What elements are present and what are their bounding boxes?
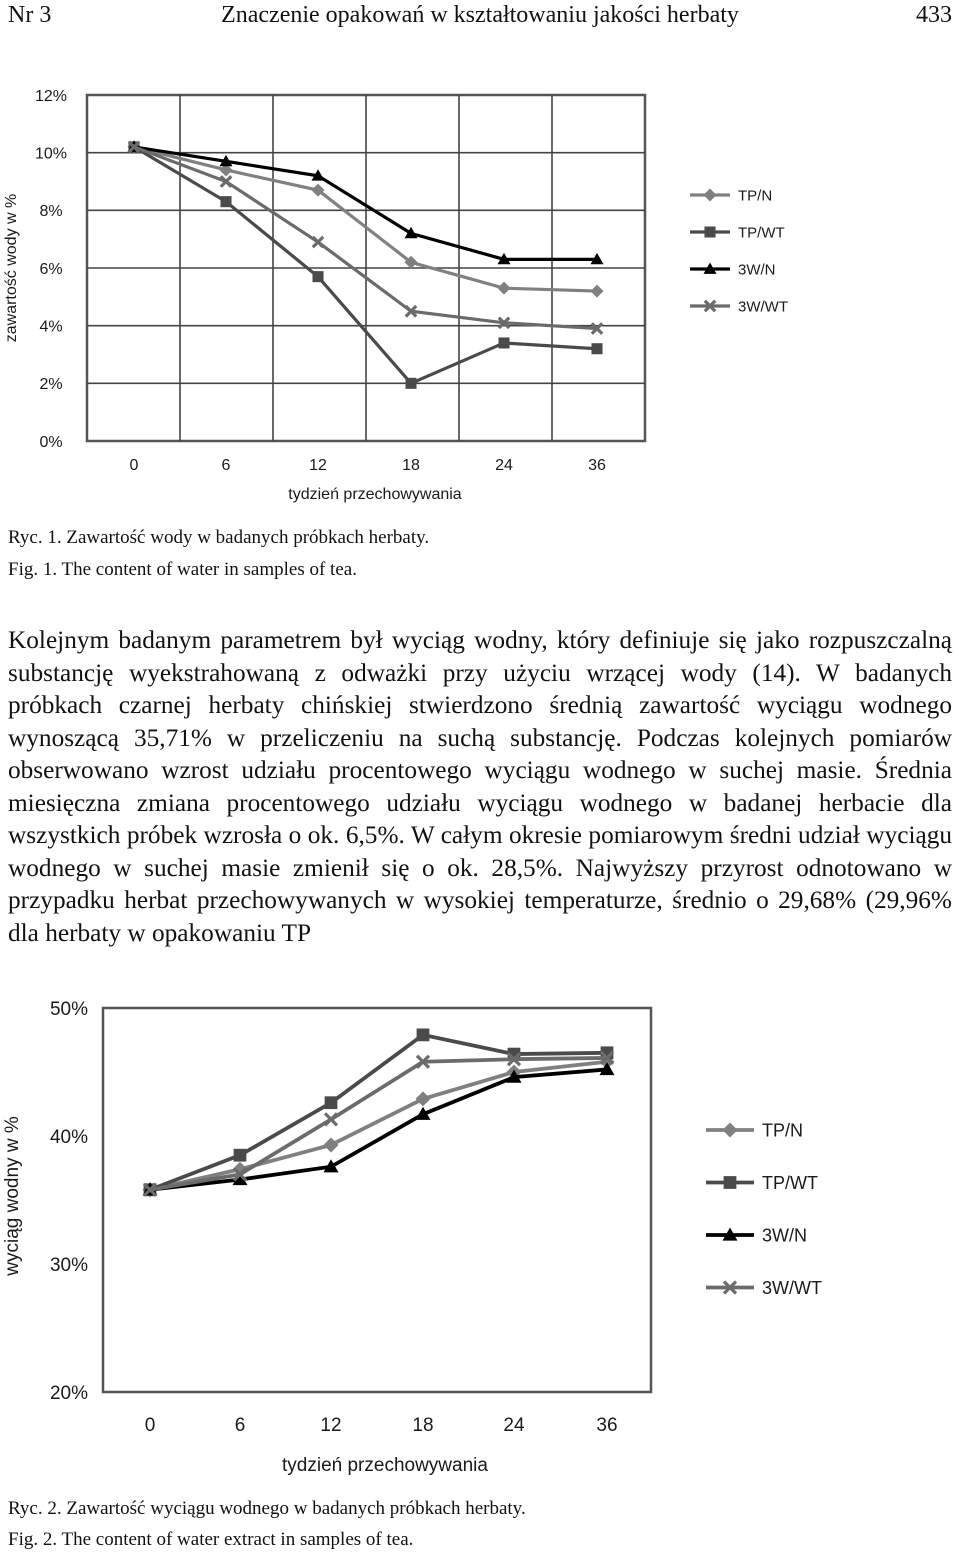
data-point — [591, 343, 602, 354]
x-axis-label: tydzień przechowywania — [282, 1455, 488, 1476]
data-point — [220, 196, 231, 207]
series-line — [150, 1058, 607, 1190]
water-content-chart — [0, 80, 960, 510]
y-tick-label: 50% — [49, 998, 89, 1020]
figure1-caption-pl: Ryc. 1. Zawartość wody w badanych próbkach herbaty. — [8, 527, 430, 548]
series-line — [150, 1062, 607, 1190]
legend-marker — [723, 1123, 738, 1138]
x-tick-label: 24 — [495, 457, 513, 474]
figure2-caption-en: Fig. 2. The content of water extract in samples of tea. — [8, 1529, 414, 1550]
data-point — [325, 1113, 337, 1125]
data-point — [405, 227, 418, 238]
x-tick-label: 6 — [234, 1415, 246, 1436]
x-tick-label: 12 — [309, 457, 327, 474]
x-tick-label: 36 — [588, 457, 606, 474]
legend-label: TP/WT — [738, 224, 785, 242]
x-tick-label: 0 — [129, 457, 139, 474]
water-extract-chart — [0, 990, 960, 1490]
legend-label: 3W/WT — [738, 298, 788, 316]
legend-label: 3W/N — [762, 1225, 807, 1246]
x-tick-label: 18 — [402, 457, 420, 474]
legend-label: TP/N — [762, 1120, 804, 1141]
data-point — [313, 237, 323, 247]
y-tick-label: 0% — [39, 433, 63, 451]
y-tick-label: 40% — [49, 1126, 89, 1148]
x-axis-label: tydzień przechowywania — [288, 486, 462, 503]
journal-issue: Nr 3 — [8, 2, 52, 28]
x-tick-label: 36 — [596, 1415, 618, 1436]
data-point — [416, 1091, 431, 1106]
legend-label: 3W/WT — [762, 1277, 822, 1298]
data-point — [312, 271, 323, 282]
y-axis-label: zawartość wody w % — [3, 193, 20, 343]
data-point — [498, 337, 509, 348]
y-tick-label: 20% — [49, 1382, 89, 1404]
y-tick-label: 8% — [39, 203, 63, 221]
legend-label: TP/WT — [762, 1172, 818, 1193]
y-tick-label: 2% — [39, 376, 63, 394]
data-point — [324, 1137, 339, 1152]
data-point — [234, 1149, 247, 1162]
legend-label: 3W/N — [738, 261, 776, 279]
y-tick-label: 12% — [34, 87, 68, 105]
legend-label: TP/N — [738, 187, 773, 205]
figure2-caption-pl: Ryc. 2. Zawartość wyciągu wodnego w badanych próbkach herbaty. — [8, 1498, 526, 1519]
data-point — [591, 285, 604, 298]
y-tick-label: 4% — [39, 318, 63, 336]
legend-marker — [724, 1176, 737, 1189]
data-point — [498, 282, 511, 295]
x-tick-label: 18 — [412, 1415, 434, 1436]
body-paragraph: Kolejnym badanym parametrem był wyciąg wodny, który definiuje się jako rozpuszczalną substancję wyekstrahowaną z odważki przy użyciu wrzącej wody (14). W badanych próbkach czarnej herbaty chińskiej stwierdzono średnią zawartość wyciągu wodnego wynoszącą 35,71% w przeliczeniu na suchą substancję. Podczas kolejnych pomiarów obserwowano wzrost udziału procentowego wyciągu wodnego w suchej masie. Średnia miesięczna zmiana procentowego udziału wyciągu wodnego w badanej herbacie dla wszystkich próbek wzrosła o ok. 6,5%. W całym okresie pomiarowym średni udział wyciągu wodnego w suchej masie zmienił się o ok. 28,5%. Najwyższy przyrost odnotowano w przypadku herbat przechowywanych w wysokiej temperaturze, średnio o 29,68% (29,96% dla herbaty w opakowaniu TP — [8, 626, 952, 947]
page-number: 433 — [916, 2, 952, 28]
x-tick-label: 12 — [320, 1415, 342, 1436]
data-point — [405, 378, 416, 389]
y-tick-label: 30% — [49, 1254, 89, 1276]
legend-marker — [704, 226, 715, 237]
y-tick-label: 6% — [39, 260, 63, 278]
running-title: Znaczenie opakowań w kształtowaniu jakości herbaty — [221, 2, 739, 28]
x-tick-label: 24 — [503, 1415, 525, 1436]
figure1-caption-en: Fig. 1. The content of water in samples of tea. — [8, 559, 357, 580]
x-tick-label: 0 — [144, 1415, 156, 1436]
data-point — [417, 1029, 430, 1042]
y-axis-label: wyciąg wodny w % — [2, 1116, 23, 1276]
x-tick-label: 6 — [221, 457, 231, 474]
y-tick-label: 10% — [34, 145, 68, 163]
legend-marker — [704, 189, 717, 202]
data-point — [325, 1096, 338, 1109]
